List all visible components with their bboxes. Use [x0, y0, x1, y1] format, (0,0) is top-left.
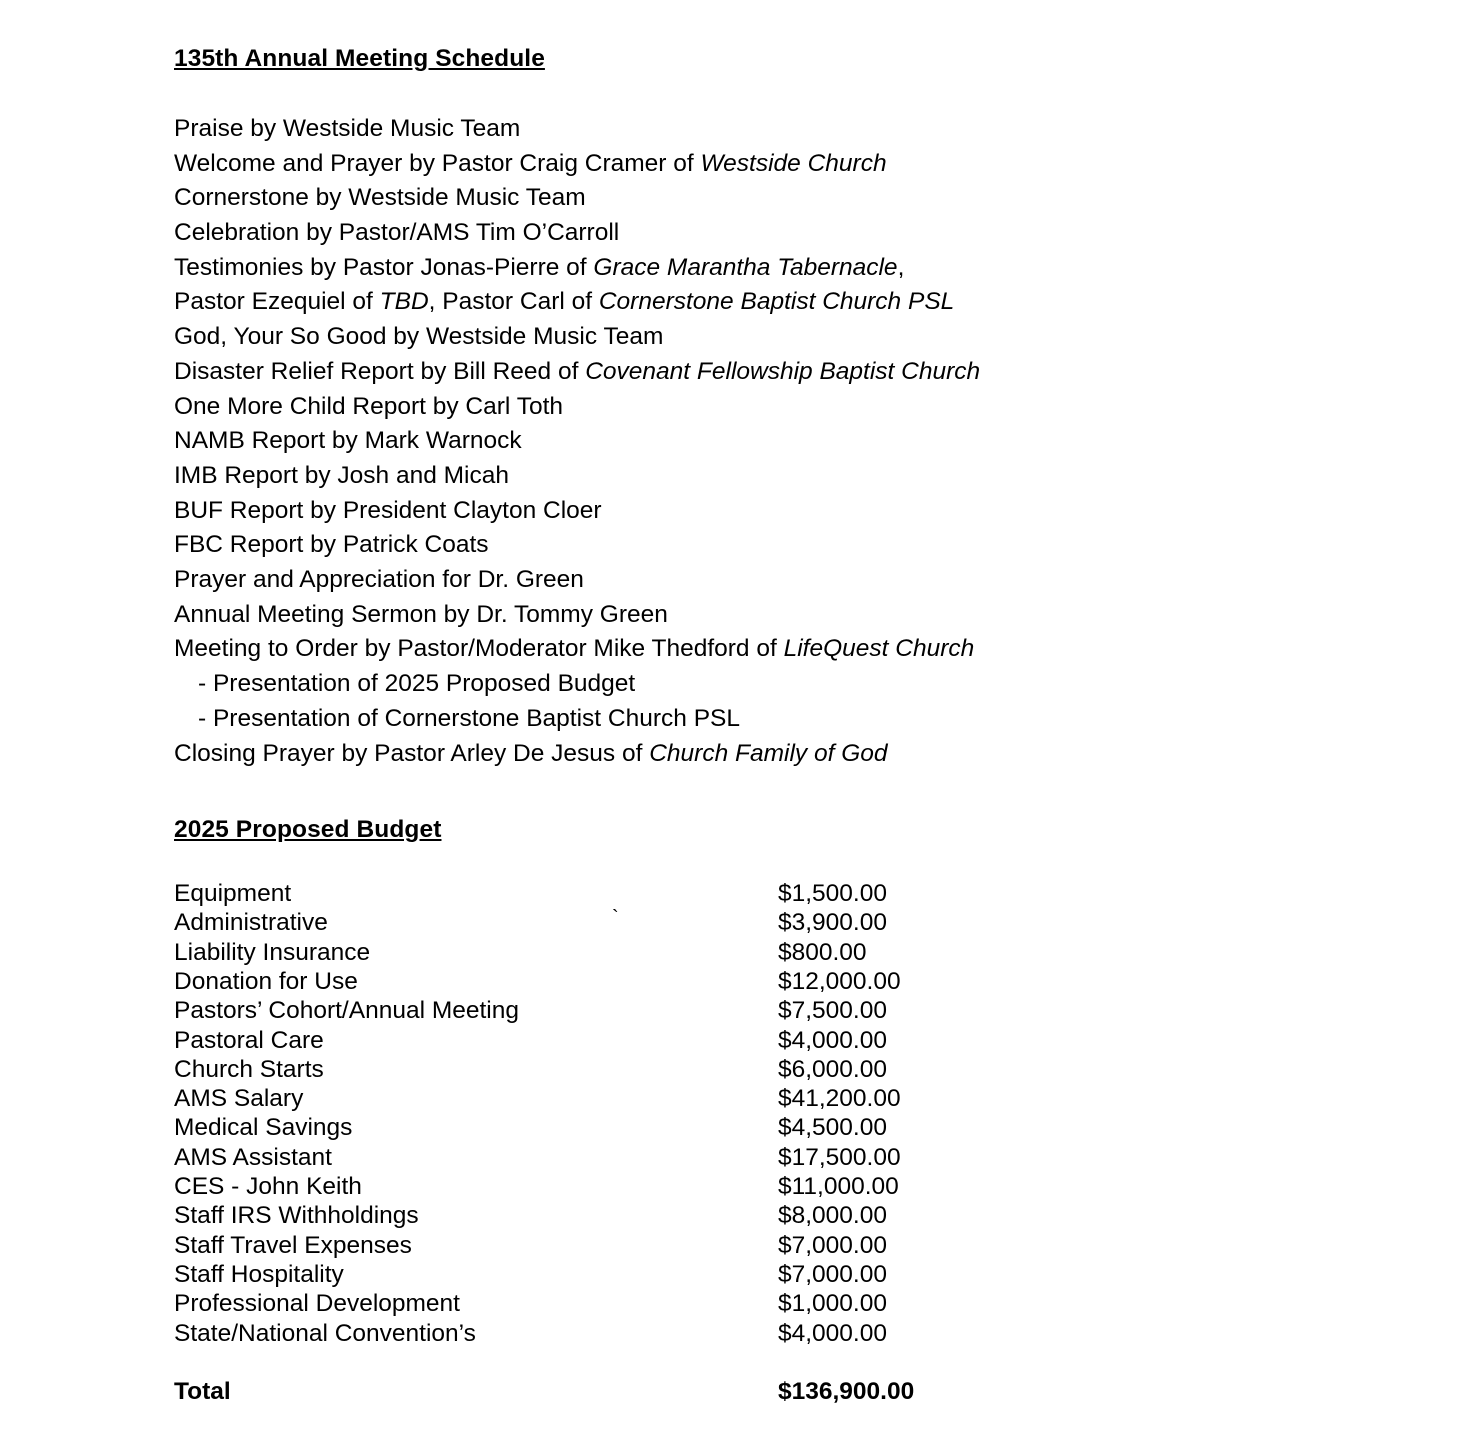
schedule-item	[174, 216, 1484, 251]
schedule-item-text: Welcome and Prayer by Pastor Craig Cramer of	[174, 149, 701, 177]
budget-amount: $4,500.00	[778, 1114, 887, 1142]
budget-amount: $8,000.00	[778, 1202, 887, 1230]
schedule-item	[174, 355, 1484, 390]
spacer	[174, 771, 1484, 815]
table-row	[174, 967, 1078, 996]
schedule-item-text: Cornerstone by Westside Music Team	[174, 184, 586, 212]
schedule-item-emphasis: TBD	[379, 288, 429, 316]
schedule-item	[174, 147, 1484, 182]
spacer	[174, 74, 1484, 112]
budget-label: AMS Salary	[174, 1085, 304, 1113]
stray-tick-mark: `	[612, 907, 619, 930]
budget-label: Pastoral Care	[174, 1026, 324, 1054]
schedule-item	[174, 737, 1484, 772]
table-row	[174, 938, 1078, 967]
budget-label: Professional Development	[174, 1290, 460, 1318]
budget-label-text: Administrative	[174, 909, 328, 937]
schedule-item-text: Testimonies by Pastor Jonas-Pierre of	[174, 253, 594, 281]
schedule-item-text: Annual Meeting Sermon by Dr. Tommy Green	[174, 600, 668, 628]
schedule-item-text: FBC Report by Patrick Coats	[174, 531, 489, 559]
schedule-item-text: Disaster Relief Report by Bill Reed of	[174, 357, 586, 385]
budget-amount: $41,200.00	[778, 1085, 901, 1113]
budget-amount: $3,900.00	[778, 909, 887, 937]
budget-label	[174, 908, 778, 937]
budget-amount: $7,000.00	[778, 1260, 887, 1288]
schedule-item-text: Meeting to Order by Pastor/Moderator Mike Thedford of	[174, 635, 784, 663]
budget-label: Church Starts	[174, 1055, 324, 1083]
budget-amount: $7,000.00	[778, 1231, 887, 1259]
schedule-item-emphasis: Grace Marantha Tabernacle	[593, 253, 898, 281]
schedule-item	[174, 285, 1484, 320]
budget-heading: 2025 Proposed Budget	[174, 816, 442, 844]
schedule-item-emphasis: Westside Church	[700, 149, 887, 177]
budget-amount: $7,500.00	[778, 997, 887, 1025]
schedule-item	[174, 459, 1484, 494]
schedule-item	[174, 390, 1484, 425]
budget-amount: $17,500.00	[778, 1143, 901, 1171]
table-row	[174, 1289, 1078, 1318]
schedule-subitem-text: - Presentation of 2025 Proposed Budget	[198, 670, 636, 698]
budget-amount: $800.00	[778, 938, 867, 966]
budget-label: AMS Assistant	[174, 1143, 332, 1171]
schedule-list	[174, 112, 1484, 771]
table-row	[174, 1113, 1078, 1142]
budget-label: Medical Savings	[174, 1114, 353, 1142]
schedule-item	[174, 112, 1484, 147]
schedule-item-emphasis: LifeQuest Church	[783, 635, 975, 663]
budget-amount: $6,000.00	[778, 1055, 887, 1083]
table-row	[174, 1172, 1078, 1201]
schedule-subitem	[174, 702, 1484, 737]
table-row	[174, 1084, 1078, 1113]
schedule-item	[174, 424, 1484, 459]
schedule-item-text: One More Child Report by Carl Toth	[174, 392, 563, 420]
schedule-item	[174, 598, 1484, 633]
table-row	[174, 1260, 1078, 1289]
budget-amount: $11,000.00	[778, 1173, 899, 1201]
schedule-item	[174, 632, 1484, 667]
schedule-item-text: Closing Prayer by Pastor Arley De Jesus of	[174, 739, 650, 767]
schedule-subitem	[174, 667, 1484, 702]
schedule-item-text: Pastor Ezequiel of	[174, 288, 380, 316]
schedule-item-tail: , Pastor Carl of	[428, 288, 599, 316]
schedule-item-emphasis: Church Family of God	[649, 739, 888, 767]
budget-label: Staff IRS Withholdings	[174, 1202, 419, 1230]
schedule-item	[174, 494, 1484, 529]
schedule-heading: 135th Annual Meeting Schedule	[174, 45, 545, 72]
schedule-item-text: Praise by Westside Music Team	[174, 114, 521, 142]
budget-label: Pastors’ Cohort/Annual Meeting	[174, 997, 519, 1025]
schedule-item-text: IMB Report by Josh and Micah	[174, 461, 509, 489]
schedule-item-text: God, Your So Good by Westside Music Team	[174, 323, 664, 351]
schedule-item	[174, 528, 1484, 563]
budget-total-label: Total	[174, 1377, 231, 1405]
schedule-item	[174, 181, 1484, 216]
budget-label: Liability Insurance	[174, 938, 371, 966]
table-row	[174, 908, 1078, 937]
table-row	[174, 1055, 1078, 1084]
schedule-item-tail: ,	[897, 253, 905, 281]
table-row	[174, 1231, 1078, 1260]
budget-table	[174, 879, 1078, 1406]
budget-label: Staff Hospitality	[174, 1260, 344, 1288]
schedule-item-emphasis-2: Cornerstone Baptist Church PSL	[598, 288, 955, 316]
budget-total-row	[174, 1348, 1078, 1406]
budget-label: State/National Convention’s	[174, 1319, 476, 1347]
budget-label: Donation for Use	[174, 968, 358, 995]
budget-label: Equipment	[174, 880, 292, 908]
schedule-item-text: NAMB Report by Mark Warnock	[174, 427, 522, 455]
schedule-item	[174, 320, 1484, 355]
table-row	[174, 1143, 1078, 1172]
budget-label: Staff Travel Expenses	[174, 1231, 412, 1259]
table-row	[174, 1026, 1078, 1055]
budget-total-amount: $136,900.00	[778, 1377, 915, 1405]
table-row	[174, 1201, 1078, 1230]
schedule-item	[174, 251, 1484, 286]
budget-amount: $1,000.00	[778, 1290, 887, 1318]
table-row	[174, 996, 1078, 1025]
schedule-item-emphasis: Covenant Fellowship Baptist Church	[585, 357, 981, 385]
table-row	[174, 879, 1078, 908]
schedule-item	[174, 563, 1484, 598]
schedule-item-text: BUF Report by President Clayton Cloer	[174, 496, 602, 524]
budget-amount: $4,000.00	[778, 1026, 887, 1054]
budget-amount: $4,000.00	[778, 1319, 887, 1347]
budget-label: CES - John Keith	[174, 1173, 362, 1201]
budget-amount: $1,500.00	[778, 880, 887, 908]
schedule-subitem-text: - Presentation of Cornerstone Baptist Church PSL	[198, 704, 741, 732]
spacer	[174, 845, 1484, 879]
schedule-item-text: Prayer and Appreciation for Dr. Green	[174, 566, 584, 594]
table-row	[174, 1319, 1078, 1348]
budget-amount: $12,000.00	[778, 968, 901, 995]
schedule-item-text: Celebration by Pastor/AMS Tim O’Carroll	[174, 218, 620, 246]
